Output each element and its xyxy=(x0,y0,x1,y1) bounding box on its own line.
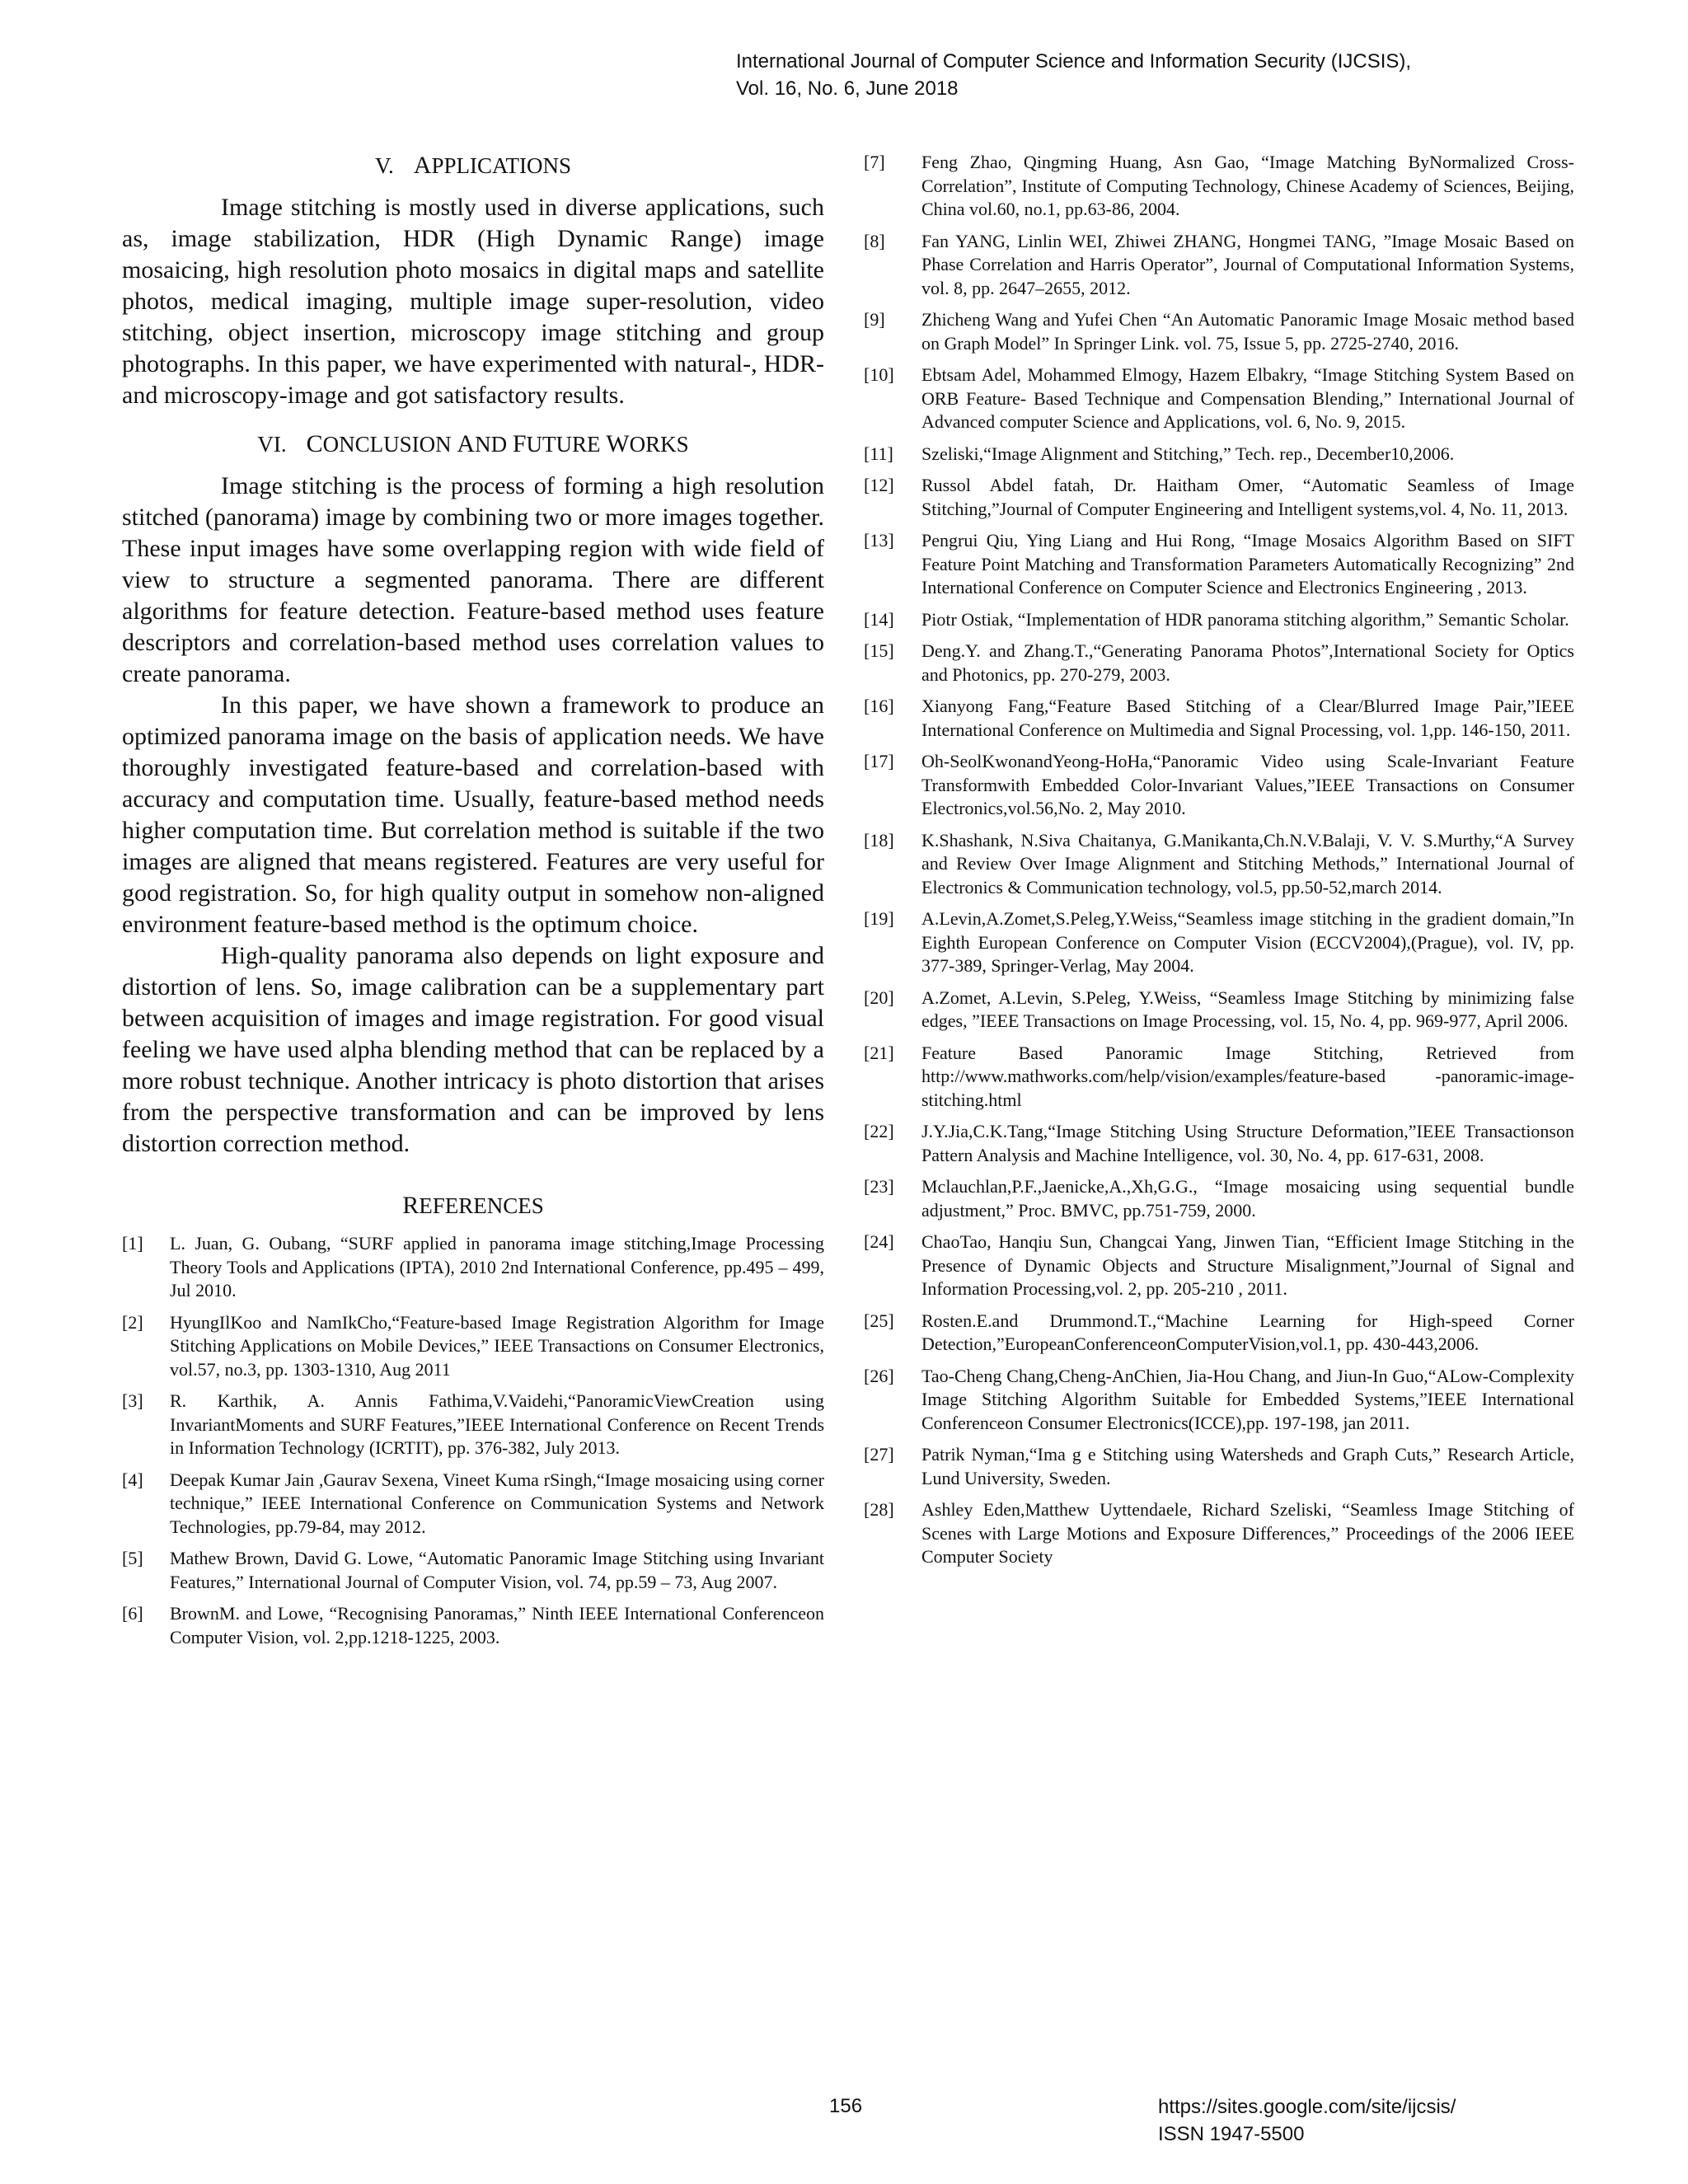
reference-text: A.Levin,A.Zomet,S.Peleg,Y.Weiss,“Seamless image stitching in the gradient domain,”In Eighth European Conference on Computer Vision (ECCV2004),(Prague), vol. IV, pp. 377-389, Springer-Verlag, May 2004. xyxy=(921,908,1574,976)
reference-text: Szeliski,“Image Alignment and Stitching,” Tech. rep., December10,2006. xyxy=(921,443,1455,464)
reference-number: [25] xyxy=(864,1310,894,1331)
reference-item xyxy=(864,987,1574,1033)
reference-text: Russol Abdel fatah, Dr. Haitham Omer, “Automatic Seamless of Image Stitching,”Journal of Computer Engineering and Intelligent systems,vol. 4, No. 11, 2013. xyxy=(921,475,1574,519)
reference-text: K.Shashank, N.Siva Chaitanya, G.Manikanta,Ch.N.V.Balaji, V. V. S.Murthy,“A Survey and Review Over Image Alignment and Stitching Methods,” International Journal of Electronics & Communication technology, vol.5, pp.50-52,march 2014. xyxy=(921,829,1574,898)
reference-number: [6] xyxy=(122,1603,143,1624)
reference-text: Deng.Y. and Zhang.T.,“Generating Panorama Photos”,International Society for Optics and Photonics, pp. 270-279, 2003. xyxy=(921,640,1574,685)
right-column xyxy=(864,151,1574,1577)
paragraph: High-quality panorama also depends on light exposure and distortion of lens. So, image calibration can be a supplementary part between acquisition of images and image registration. For good visual feeling we have used alpha blending method that can be replaced by a more robust technique. Another intricacy is photo distortion that arises from the perspective transformation and can be improved by lens distortion correction method. xyxy=(122,942,824,1157)
left-column xyxy=(122,151,824,1657)
reference-number: [28] xyxy=(864,1499,894,1520)
reference-list-right xyxy=(864,151,1574,1569)
reference-number: [24] xyxy=(864,1231,894,1252)
references-heading: REFERENCES xyxy=(402,1192,544,1219)
reference-number: [4] xyxy=(122,1469,143,1490)
reference-text: ChaoTao, Hanqiu Sun, Changcai Yang, Jinwen Tian, “Efficient Image Stitching in the Presence of Dynamic Objects and Structure Misalignment,”Journal of Signal and Information Processing,vol. 2, pp. 205-210 , 2011. xyxy=(921,1231,1574,1299)
reference-number: [19] xyxy=(864,908,894,929)
reference-text: Feng Zhao, Qingming Huang, Asn Gao, “Image Matching ByNormalized Cross-Correlation”, Institute of Computing Technology, Chinese Academy of Sciences, Beijing, China vol.60, no.1, pp.63-86, 2004. xyxy=(921,152,1574,219)
reference-item xyxy=(864,1443,1574,1490)
reference-text: Ebtsam Adel, Mohammed Elmogy, Hazem Elbakry, “Image Stitching System Based on ORB Feature- Based Technique and Compensation Blending,” International Journal of Advanced computer Science and Applications, vol. 6, No. 9, 2015. xyxy=(921,364,1574,432)
reference-item xyxy=(864,363,1574,434)
reference-text: Piotr Ostiak, “Implementation of HDR panorama stitching algorithm,” Semantic Scholar. xyxy=(921,608,1569,630)
reference-item xyxy=(864,608,1574,632)
reference-item xyxy=(864,640,1574,687)
journal-header xyxy=(736,48,1411,102)
reference-text: Rosten.E.and Drummond.T.,“Machine Learning for High-speed Corner Detection,”EuropeanConferenceonComputerVision,vol.1, pp. 430-443,2006. xyxy=(921,1310,1574,1354)
reference-item xyxy=(122,1390,824,1460)
reference-item xyxy=(864,829,1574,900)
reference-number: [9] xyxy=(864,309,885,330)
reference-item xyxy=(864,750,1574,821)
reference-item xyxy=(864,474,1574,521)
reference-text: Patrik Nyman,“Ima g e Stitching using Watersheds and Graph Cuts,” Research Article, Lund University, Sweden. xyxy=(921,1444,1574,1488)
reference-item xyxy=(864,1498,1574,1569)
reference-text: Mathew Brown, David G. Lowe, “Automatic Panoramic Image Stitching using Invariant Features,” International Journal of Computer Vision, vol. 74, pp.59 – 73, Aug 2007. xyxy=(170,1548,824,1592)
reference-number: [7] xyxy=(864,152,885,172)
reference-number: [1] xyxy=(122,1233,143,1254)
reference-item xyxy=(864,695,1574,742)
reference-number: [2] xyxy=(122,1311,143,1333)
reference-number: [8] xyxy=(864,230,885,251)
reference-item xyxy=(864,1120,1574,1167)
paragraph: Image stitching is mostly used in diverse applications, such as, image stabilization, HDR (High Dynamic Range) image mosaicing, high resolution photo mosaics in digital maps and satellite photos, medical imaging, multiple image super-resolution, video stitching, object insertion, microscopy image stitching and group photographs. In this paper, we have experimented with natural-, HDR- and microscopy-image and got satisfactory results. xyxy=(122,194,824,409)
reference-number: [17] xyxy=(864,751,894,771)
reference-item xyxy=(864,230,1574,301)
reference-item xyxy=(122,1547,824,1594)
journal-volume-line: Vol. 16, No. 6, June 2018 xyxy=(736,77,959,100)
reference-number: [15] xyxy=(864,640,894,661)
reference-item xyxy=(864,1365,1574,1436)
reference-item xyxy=(122,1311,824,1382)
reference-item xyxy=(864,1310,1574,1357)
reference-text: Mclauchlan,P.F.,Jaenicke,A.,Xh,G.G., “Image mosaicing using sequential bundle adjustment,” Proc. BMVC, pp.751-759, 2000. xyxy=(921,1176,1574,1221)
reference-number: [23] xyxy=(864,1176,894,1197)
reference-number: [27] xyxy=(864,1444,894,1465)
section-heading-applications: V. APPLICATIONS xyxy=(375,152,571,179)
reference-text: Oh-SeolKwonandYeong-HoHa,“Panoramic Video using Scale-Invariant Feature Transformwith Embedded Color-Invariant Values,”IEEE Transactions on Consumer Electronics,vol.56,No. 2, May 2010. xyxy=(921,751,1574,818)
reference-item xyxy=(122,1602,824,1649)
paragraph: Image stitching is the process of forming a high resolution stitched (panorama) image by combining two or more images together. These input images have some overlapping region with wide field of view to structure a segmented panorama. There are different algorithms for feature detection. Feature-based method uses feature descriptors and correlation-based method uses correlation values to create panorama. xyxy=(122,472,824,687)
reference-text: BrownM. and Lowe, “Recognising Panoramas,” Ninth IEEE International Conferenceon Computer Vision, vol. 2,pp.1218-1225, 2003. xyxy=(170,1603,824,1647)
reference-number: [16] xyxy=(864,696,894,716)
reference-number: [13] xyxy=(864,530,894,551)
reference-item xyxy=(864,443,1574,466)
reference-text: Pengrui Qiu, Ying Liang and Hui Rong, “Image Mosaics Algorithm Based on SIFT Feature Point Matching and Transformation Parameters Automatically Recognizing” 2nd International Conference on Computer Science and Electronics Engineering , 2013. xyxy=(921,530,1574,598)
reference-item xyxy=(864,308,1574,355)
reference-number: [21] xyxy=(864,1042,894,1063)
section-heading-conclusion: VI. CONCLUSION AND FUTURE WORKS xyxy=(257,430,689,457)
reference-number: [10] xyxy=(864,364,894,385)
issn: ISSN 1947-5500 xyxy=(1158,2123,1305,2145)
reference-item xyxy=(864,1230,1574,1301)
reference-item xyxy=(122,1232,824,1303)
reference-number: [5] xyxy=(122,1548,143,1568)
reference-text: Fan YANG, Linlin WEI, Zhiwei ZHANG, Hongmei TANG, ”Image Mosaic Based on Phase Correlation and Harris Operator”, Journal of Computational Information Systems, vol. 8, pp. 2647–2655, 2012. xyxy=(921,230,1574,298)
page-number: 156 xyxy=(829,2095,863,2117)
reference-text: Deepak Kumar Jain ,Gaurav Sexena, Vineet Kuma rSingh,“Image mosaicing using corner technique,” IEEE International Conference on Communication Systems and Network Technologies, pp.79-84, may 2012. xyxy=(170,1469,824,1537)
reference-text: J.Y.Jia,C.K.Tang,“Image Stitching Using Structure Deformation,”IEEE Transactionson Pattern Analysis and Machine Intelligence, vol. 30, No. 4, pp. 617-631, 2008. xyxy=(921,1121,1574,1165)
reference-item xyxy=(864,151,1574,222)
reference-item xyxy=(864,1175,1574,1222)
reference-number: [20] xyxy=(864,987,894,1008)
reference-item xyxy=(864,1042,1574,1113)
reference-item xyxy=(864,529,1574,600)
reference-text: L. Juan, G. Oubang, “SURF applied in panorama image stitching,Image Processing Theory Tools and Applications (IPTA), 2010 2nd International Conference, pp.495 – 499, Jul 2010. xyxy=(170,1233,824,1301)
reference-number: [11] xyxy=(864,443,893,464)
reference-text: Feature Based Panoramic Image Stitching, Retrieved from http://www.mathworks.com/help/vision/examples/feature-based -panoramic-image-stitching.html xyxy=(921,1042,1574,1110)
footer-info xyxy=(1158,2093,1456,2148)
reference-item xyxy=(864,907,1574,978)
reference-text: Ashley Eden,Matthew Uyttendaele, Richard Szeliski, “Seamless Image Stitching of Scenes with Large Motions and Exposure Differences,” Proceedings of the 2006 IEEE Computer Society xyxy=(921,1499,1574,1567)
reference-text: Zhicheng Wang and Yufei Chen “An Automatic Panoramic Image Mosaic method based on Graph Model” In Springer Link. vol. 75, Issue 5, pp. 2725-2740, 2016. xyxy=(921,309,1574,354)
reference-text: R. Karthik, A. Annis Fathima,V.Vaidehi,“PanoramicViewCreation using InvariantMoments and SURF Features,”IEEE International Conference on Recent Trends in Information Technology (ICRTIT), pp. 376-382, July 2013. xyxy=(170,1390,824,1458)
reference-number: [3] xyxy=(122,1390,143,1411)
reference-number: [12] xyxy=(864,475,894,495)
reference-text: Xianyong Fang,“Feature Based Stitching of a Clear/Blurred Image Pair,”IEEE International Conference on Multimedia and Signal Processing, vol. 1,pp. 146-150, 2011. xyxy=(921,696,1574,740)
journal-title-line: International Journal of Computer Science and Information Security (IJCSIS), xyxy=(736,50,1412,73)
reference-number: [26] xyxy=(864,1365,894,1386)
reference-text: A.Zomet, A.Levin, S.Peleg, Y.Weiss, “Seamless Image Stitching by minimizing false edges, ”IEEE Transactions on Image Processing, vol. 15, No. 4, pp. 969-977, April 2006. xyxy=(921,987,1574,1031)
reference-number: [18] xyxy=(864,829,894,851)
reference-item xyxy=(122,1469,824,1540)
journal-url: https://sites.google.com/site/ijcsis/ xyxy=(1158,2096,1456,2118)
reference-list-left xyxy=(122,1232,824,1649)
paragraph: In this paper, we have shown a framework to produce an optimized panorama image on the basis of application needs. We have thoroughly investigated feature-based and correlation-based with accuracy and computation time. Usually, feature-based method needs higher computation time. But correlation method is suitable if the two images are aligned that means registered. Features are very useful for good registration. So, for high quality output in somehow non-aligned environment feature-based method is the optimum choice. xyxy=(122,691,824,938)
reference-number: [22] xyxy=(864,1121,894,1141)
reference-text: Tao-Cheng Chang,Cheng-AnChien, Jia-Hou Chang, and Jiun-In Guo,“ALow-Complexity Image Stitching Algorithm Suitable for Embedded Systems,”IEEE International Conferenceon Consumer Electronics(ICCE),pp. 197-198, jan 2011. xyxy=(921,1365,1574,1433)
reference-number: [14] xyxy=(864,608,894,630)
reference-text: HyungIlKoo and NamIkCho,“Feature-based Image Registration Algorithm for Image Stitching Applications on Mobile Devices,” IEEE Transactions on Consumer Electronics, vol.57, no.3, pp. 1303-1310, Aug 2011 xyxy=(170,1311,824,1380)
